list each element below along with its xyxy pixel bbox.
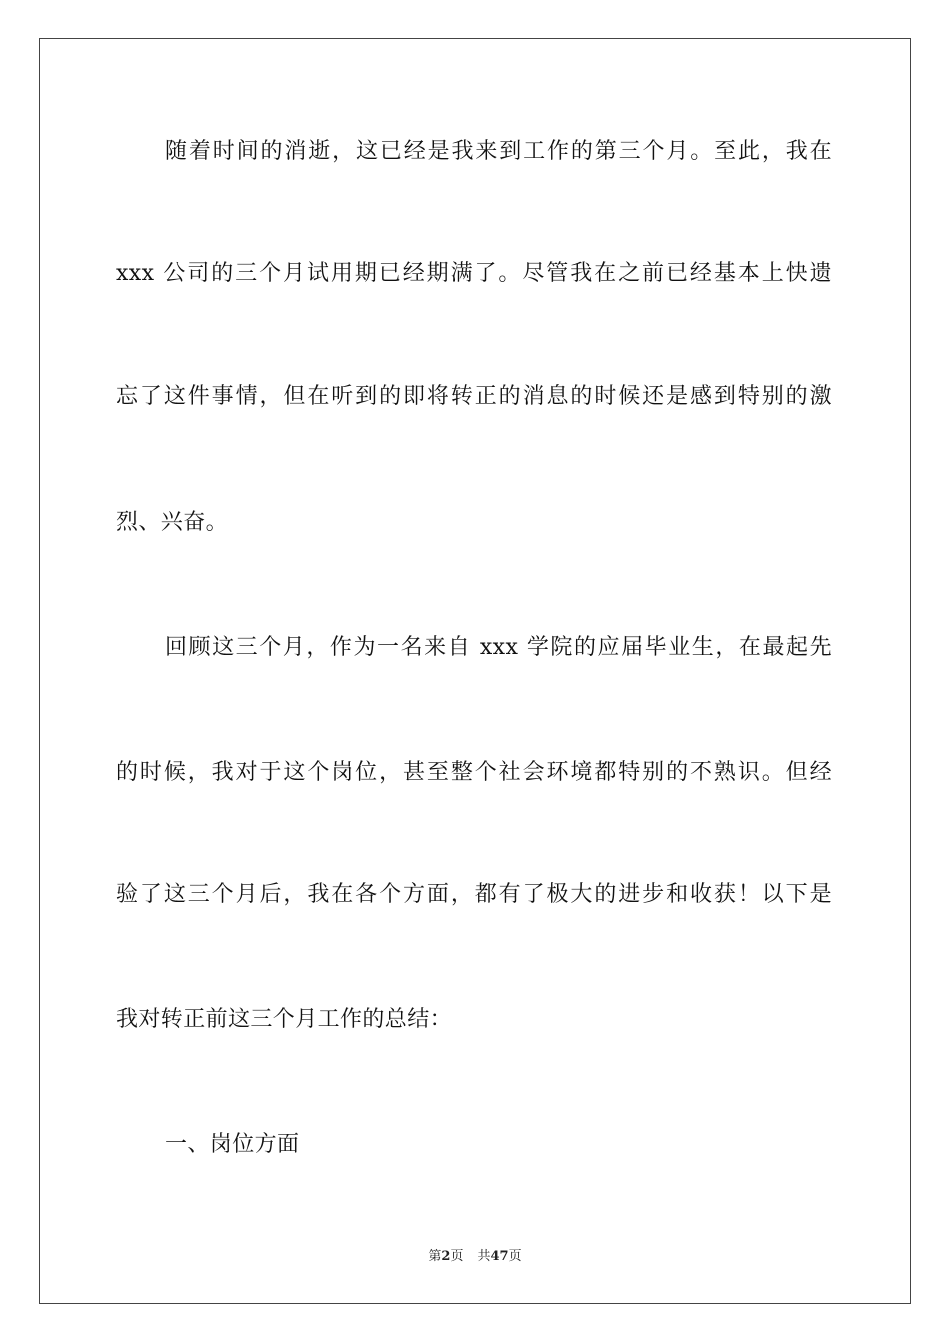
paragraph-2-line-3: 验了这三个月后，我在各个方面，都有了极大的进步和收获！以下是 — [116, 882, 832, 907]
footer-page-prefix: 第 — [428, 1249, 442, 1264]
footer-total-suffix: 页 — [508, 1249, 522, 1264]
paragraph-2-line-4: 我对转正前这三个月工作的总结： — [116, 1007, 453, 1032]
paragraph-2-line-2: 的时候，我对于这个岗位，甚至整个社会环境都特别的不熟识。但经 — [116, 760, 832, 785]
paragraph-1-line-3: 忘了这件事情，但在听到的即将转正的消息的时候还是感到特别的激 — [116, 384, 832, 409]
footer-page-suffix: 页 — [450, 1249, 464, 1264]
paragraph-1-line-2: xxx 公司的三个月试用期已经期满了。尽管我在之前已经基本上快遗 — [116, 261, 832, 286]
footer-total-pages: 47 — [490, 1249, 509, 1264]
paragraph-1-line-4: 烈、兴奋。 — [116, 510, 229, 535]
page-border — [39, 38, 911, 1304]
paragraph-2-line-1: 回顾这三个月，作为一名来自 xxx 学院的应届毕业生，在最起先 — [165, 635, 832, 660]
footer-total-prefix: 共 — [477, 1249, 491, 1264]
section-heading: 一、岗位方面 — [165, 1132, 300, 1157]
footer-page-number: 2 — [441, 1249, 451, 1264]
page-footer — [0, 1248, 950, 1266]
paragraph-1-line-1: 随着时间的消逝，这已经是我来到工作的第三个月。至此，我在 — [165, 139, 832, 164]
